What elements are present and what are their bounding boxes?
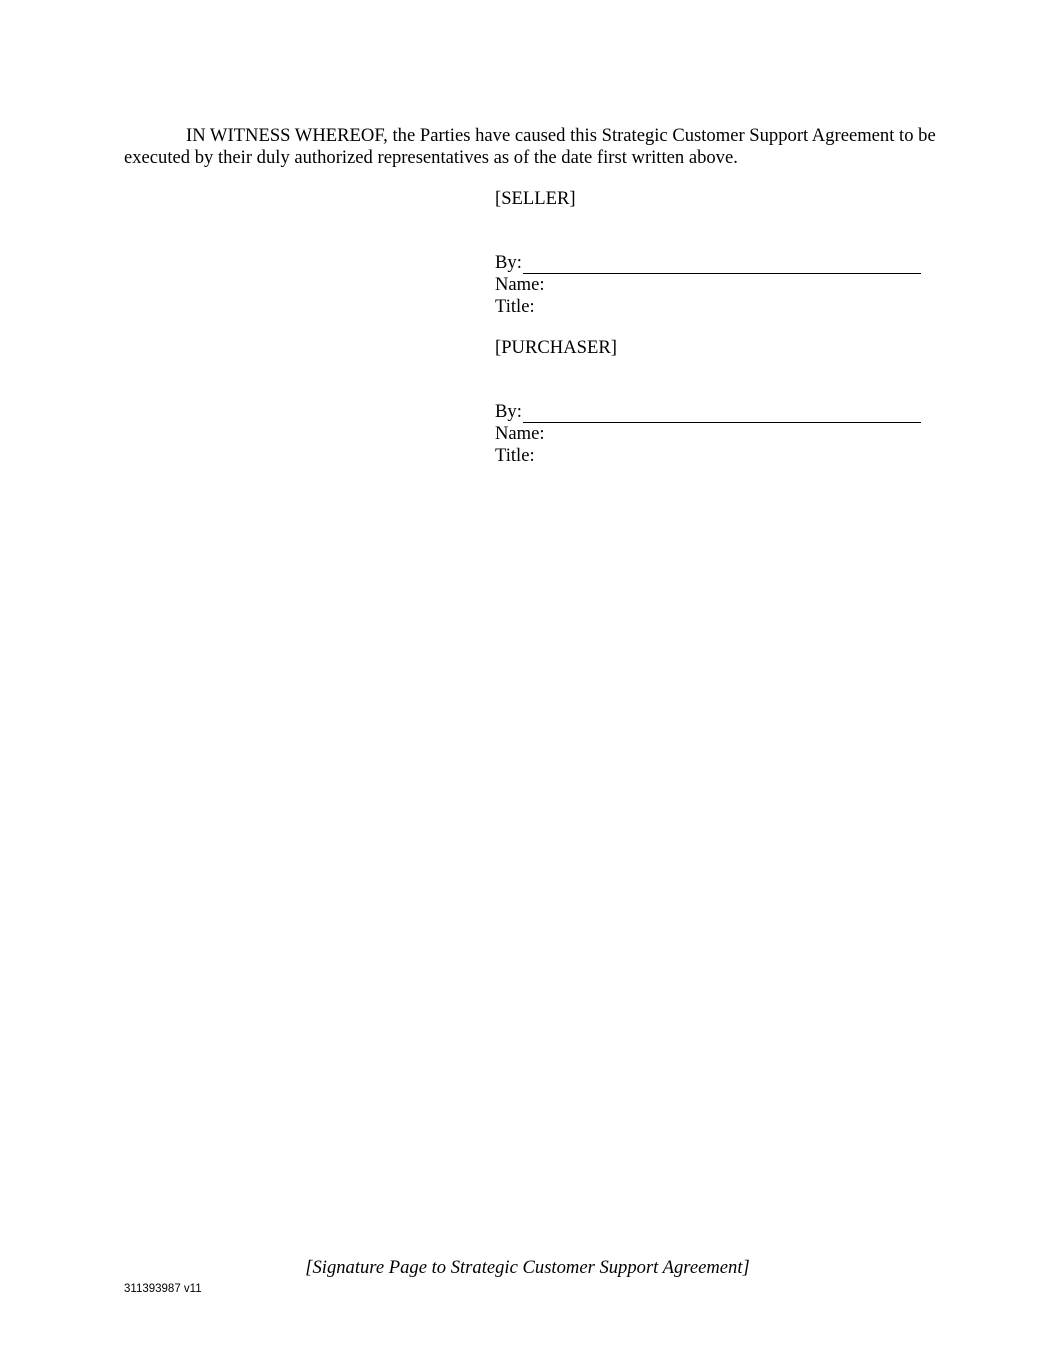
seller-name-label: Name: <box>495 274 545 295</box>
purchaser-signature-line[interactable] <box>523 405 921 423</box>
purchaser-title-label: Title: <box>495 445 535 466</box>
seller-signature-block <box>495 188 935 318</box>
seller-by-line <box>495 252 935 274</box>
seller-title-label: Title: <box>495 296 535 317</box>
seller-signature-line[interactable] <box>523 256 921 274</box>
purchaser-by-line <box>495 401 935 423</box>
witness-text: IN WITNESS WHEREOF, the Parties have caused this Strategic Customer Support Agreement to be executed by their duly authorized representatives as of the date first written above. <box>124 125 936 168</box>
seller-by-label: By: <box>495 252 522 273</box>
purchaser-party-label: [PURCHASER] <box>495 337 617 358</box>
witness-paragraph <box>124 125 936 169</box>
purchaser-by-label: By: <box>495 401 522 422</box>
signature-page-caption: [Signature Page to Strategic Customer Support Agreement] <box>305 1257 750 1278</box>
document-id: 311393987 v11 <box>124 1283 202 1295</box>
seller-party-label: [SELLER] <box>495 188 576 209</box>
signature-spacer <box>495 210 935 252</box>
purchaser-signature-block <box>495 337 935 467</box>
signature-spacer <box>495 359 935 401</box>
purchaser-name-label: Name: <box>495 423 545 444</box>
